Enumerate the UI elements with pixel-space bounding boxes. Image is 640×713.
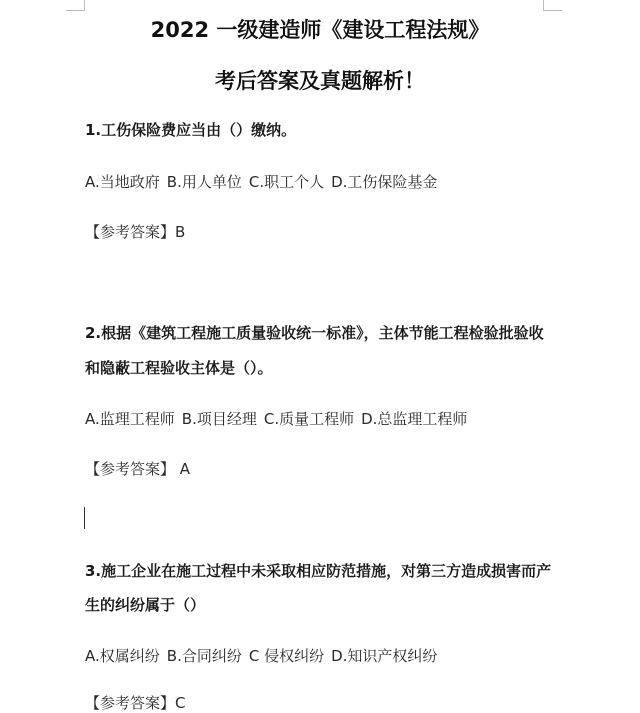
question-3-stem-line-2: 生的纠纷属于（） xyxy=(85,596,206,614)
option-a: A.权属纠纷 xyxy=(85,647,160,665)
option-b: B.用人单位 xyxy=(166,173,242,191)
question-1-stem: 1.工伤保险费应当由（）缴纳。 xyxy=(85,121,297,139)
question-2-answer: 【参考答案】 A xyxy=(85,460,191,478)
option-b: B.合同纠纷 xyxy=(166,647,242,665)
option-c: C.质量工程师 xyxy=(263,410,355,428)
option-a: A.当地政府 xyxy=(85,173,160,191)
question-2-options xyxy=(85,408,467,429)
document-title: 2022 一级建造师《建设工程法规》 xyxy=(150,18,490,42)
question-1-answer: 【参考答案】B xyxy=(85,223,186,241)
option-a: A.监理工程师 xyxy=(85,410,175,428)
question-3-answer: 【参考答案】C xyxy=(85,694,186,712)
option-d: D.知识产权纠纷 xyxy=(331,647,438,665)
document-subtitle: 考后答案及真题解析！ xyxy=(215,69,425,93)
question-1-options xyxy=(85,171,437,192)
question-3-stem-line-1: 3.施工企业在施工过程中未采取相应防范措施，对第三方造成损害而产 xyxy=(85,562,552,580)
crop-mark-top-right xyxy=(543,0,562,11)
text-cursor[interactable] xyxy=(84,507,85,529)
question-2-stem-line-1: 2.根据《建筑工程施工质量验收统一标准》，主体节能工程检验批验收 xyxy=(85,324,544,342)
option-d: D.总监理工程师 xyxy=(361,410,468,428)
option-d: D.工伤保险基金 xyxy=(331,173,438,191)
option-b: B.项目经理 xyxy=(181,410,257,428)
crop-mark-top-left xyxy=(66,0,85,11)
option-c: C.职工个人 xyxy=(248,173,325,191)
option-c: C 侵权纠纷 xyxy=(248,647,325,665)
question-3-options xyxy=(85,645,437,666)
question-2-stem-line-2: 和隐蔽工程验收主体是（）。 xyxy=(85,359,273,377)
